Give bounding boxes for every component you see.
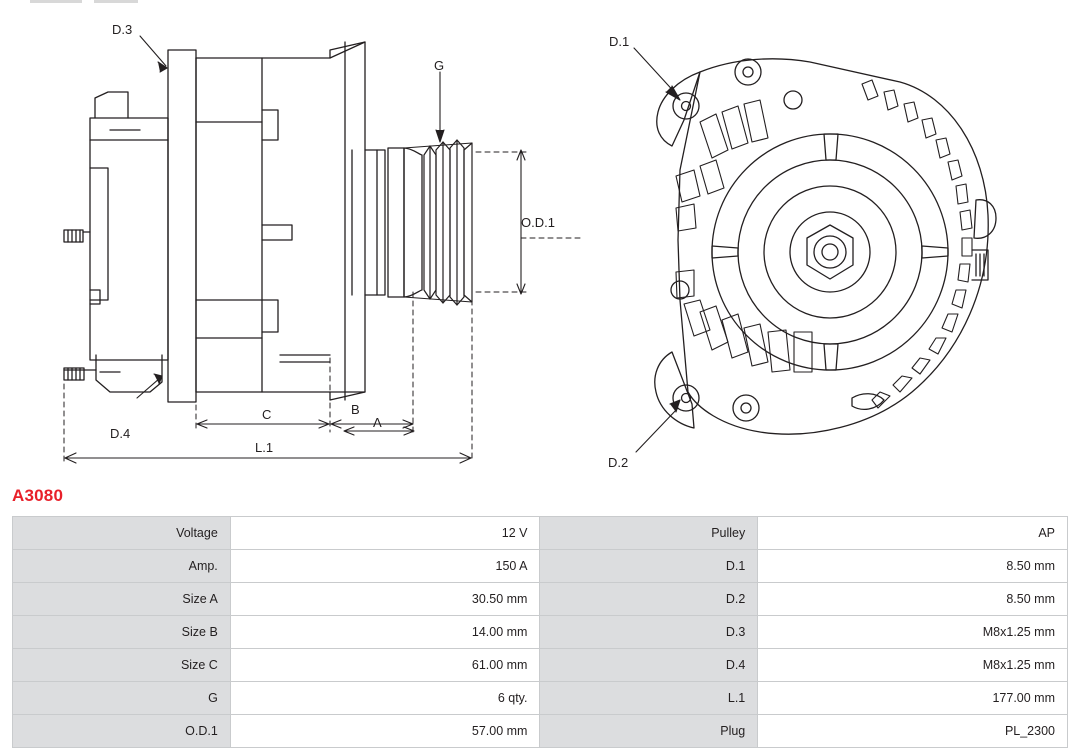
table-row bbox=[13, 715, 1068, 748]
spec-label: D.2 bbox=[540, 583, 758, 616]
table-row bbox=[13, 583, 1068, 616]
spec-label: D.1 bbox=[540, 550, 758, 583]
spec-value: 57.00 mm bbox=[230, 715, 540, 748]
spec-value: 150 A bbox=[230, 550, 540, 583]
spec-label: Voltage bbox=[13, 517, 231, 550]
spec-label: Size C bbox=[13, 649, 231, 682]
spec-label: O.D.1 bbox=[13, 715, 231, 748]
part-number: A3080 bbox=[12, 486, 64, 505]
label-od1: O.D.1 bbox=[521, 215, 555, 230]
spec-value: 6 qty. bbox=[230, 682, 540, 715]
spec-label: Plug bbox=[540, 715, 758, 748]
spec-value: 177.00 mm bbox=[758, 682, 1068, 715]
spec-label: Pulley bbox=[540, 517, 758, 550]
spec-label: D.4 bbox=[540, 649, 758, 682]
table-row bbox=[13, 649, 1068, 682]
label-d2: D.2 bbox=[608, 455, 629, 470]
spec-value: 61.00 mm bbox=[230, 649, 540, 682]
spec-label: Size B bbox=[13, 616, 231, 649]
label-d3: D.3 bbox=[112, 22, 133, 37]
label-b: B bbox=[351, 402, 360, 417]
side-view-group bbox=[64, 42, 472, 402]
table-row bbox=[13, 550, 1068, 583]
table-row bbox=[13, 517, 1068, 550]
spec-value: 14.00 mm bbox=[230, 616, 540, 649]
spec-value: AP bbox=[758, 517, 1068, 550]
spec-value: 30.50 mm bbox=[230, 583, 540, 616]
spec-label: Amp. bbox=[13, 550, 231, 583]
table-row bbox=[13, 682, 1068, 715]
spec-value: 12 V bbox=[230, 517, 540, 550]
label-c: C bbox=[262, 407, 272, 422]
label-g: G bbox=[434, 58, 445, 73]
spec-label: G bbox=[13, 682, 231, 715]
spec-value: PL_2300 bbox=[758, 715, 1068, 748]
spec-value: M8x1.25 mm bbox=[758, 649, 1068, 682]
specification-table bbox=[12, 516, 1068, 748]
spec-value: 8.50 mm bbox=[758, 550, 1068, 583]
table-row bbox=[13, 616, 1068, 649]
spec-label: D.3 bbox=[540, 616, 758, 649]
front-view-group bbox=[655, 59, 996, 434]
spec-value: 8.50 mm bbox=[758, 583, 1068, 616]
spec-value: M8x1.25 mm bbox=[758, 616, 1068, 649]
label-d4: D.4 bbox=[110, 426, 131, 441]
spec-label: L.1 bbox=[540, 682, 758, 715]
spec-label: Size A bbox=[13, 583, 231, 616]
label-a: A bbox=[373, 415, 382, 430]
label-l1: L.1 bbox=[255, 440, 274, 455]
label-d1: D.1 bbox=[609, 34, 630, 49]
